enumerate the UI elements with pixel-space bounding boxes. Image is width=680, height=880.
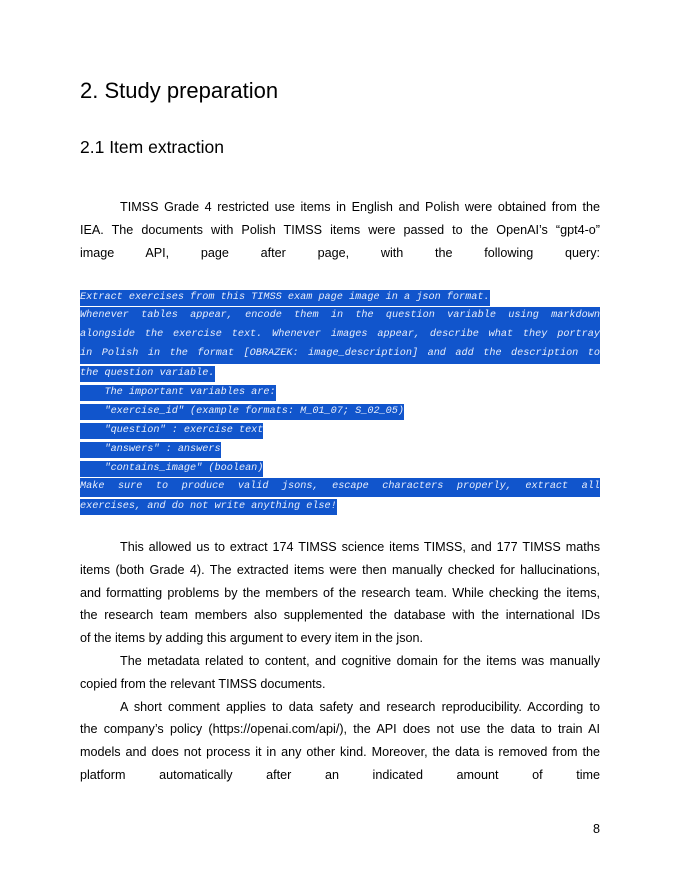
text-line: platform automatically after an indicated amount of time xyxy=(80,767,600,782)
text-line: of the items by adding this argument to every item in the json. xyxy=(80,631,424,646)
code-line: "question" : exercise text xyxy=(80,421,600,440)
text-line: The metadata related to content, and cognitive domain for the items was manually xyxy=(120,653,600,668)
text-line: the research team members also supplemented the database with the international IDs xyxy=(80,608,600,623)
code-line: Whenever tables appear, encode them in the question variable using markdown xyxy=(80,307,600,326)
text-line: the company’s policy (https://openai.com/api/), the API does not use the data to train AI xyxy=(80,722,600,737)
text-line: A short comment applies to data safety and research reproducibility. According to xyxy=(120,699,600,714)
code-line: in Polish in the format [OBRAZEK: image_description] and add the description to xyxy=(80,345,600,364)
text-line: models and does not process it in any other kind. Moreover, the data is removed from the xyxy=(80,745,600,760)
text-line: This allowed us to extract 174 TIMSS science items TIMSS, and 177 TIMSS maths xyxy=(120,540,600,554)
section-heading: 2. Study preparation xyxy=(80,78,279,103)
query-code-block xyxy=(80,288,600,516)
text-line: TIMSS Grade 4 restricted use items in English and Polish were obtained from the xyxy=(120,200,600,214)
code-line: Make sure to produce valid jsons, escape characters properly, extract all xyxy=(80,478,600,497)
text-line: image API, page after page, with the following query: xyxy=(80,245,600,260)
code-line: "answers" : answers xyxy=(80,440,600,459)
code-line: "exercise_id" (example formats: M_01_07; S_02_05) xyxy=(80,402,600,421)
code-line: "contains_image" (boolean) xyxy=(80,459,600,478)
code-line: alongside the exercise text. Whenever images appear, describe what they portray xyxy=(80,326,600,345)
page-number: 8 xyxy=(592,822,600,836)
code-line: exercises, and do not write anything else! xyxy=(80,497,600,516)
subsection-heading: 2.1 Item extraction xyxy=(80,137,224,157)
text-line: copied from the relevant TIMSS documents. xyxy=(80,676,326,691)
code-line: The important variables are: xyxy=(80,383,600,402)
code-line: Extract exercises from this TIMSS exam page image in a json format. xyxy=(80,288,600,307)
paragraph-intro xyxy=(80,196,600,264)
text-line: and formatting problems by the members of the research team. While checking the items, xyxy=(80,585,600,600)
text-line: IEA. The documents with Polish TIMSS items were passed to the OpenAI’s “gpt4-o” xyxy=(80,222,600,237)
text-line: items (both Grade 4). The extracted items were then manually checked for hallucinations, xyxy=(80,562,600,577)
code-line: the question variable. xyxy=(80,364,600,383)
paragraph-extraction xyxy=(80,536,600,787)
